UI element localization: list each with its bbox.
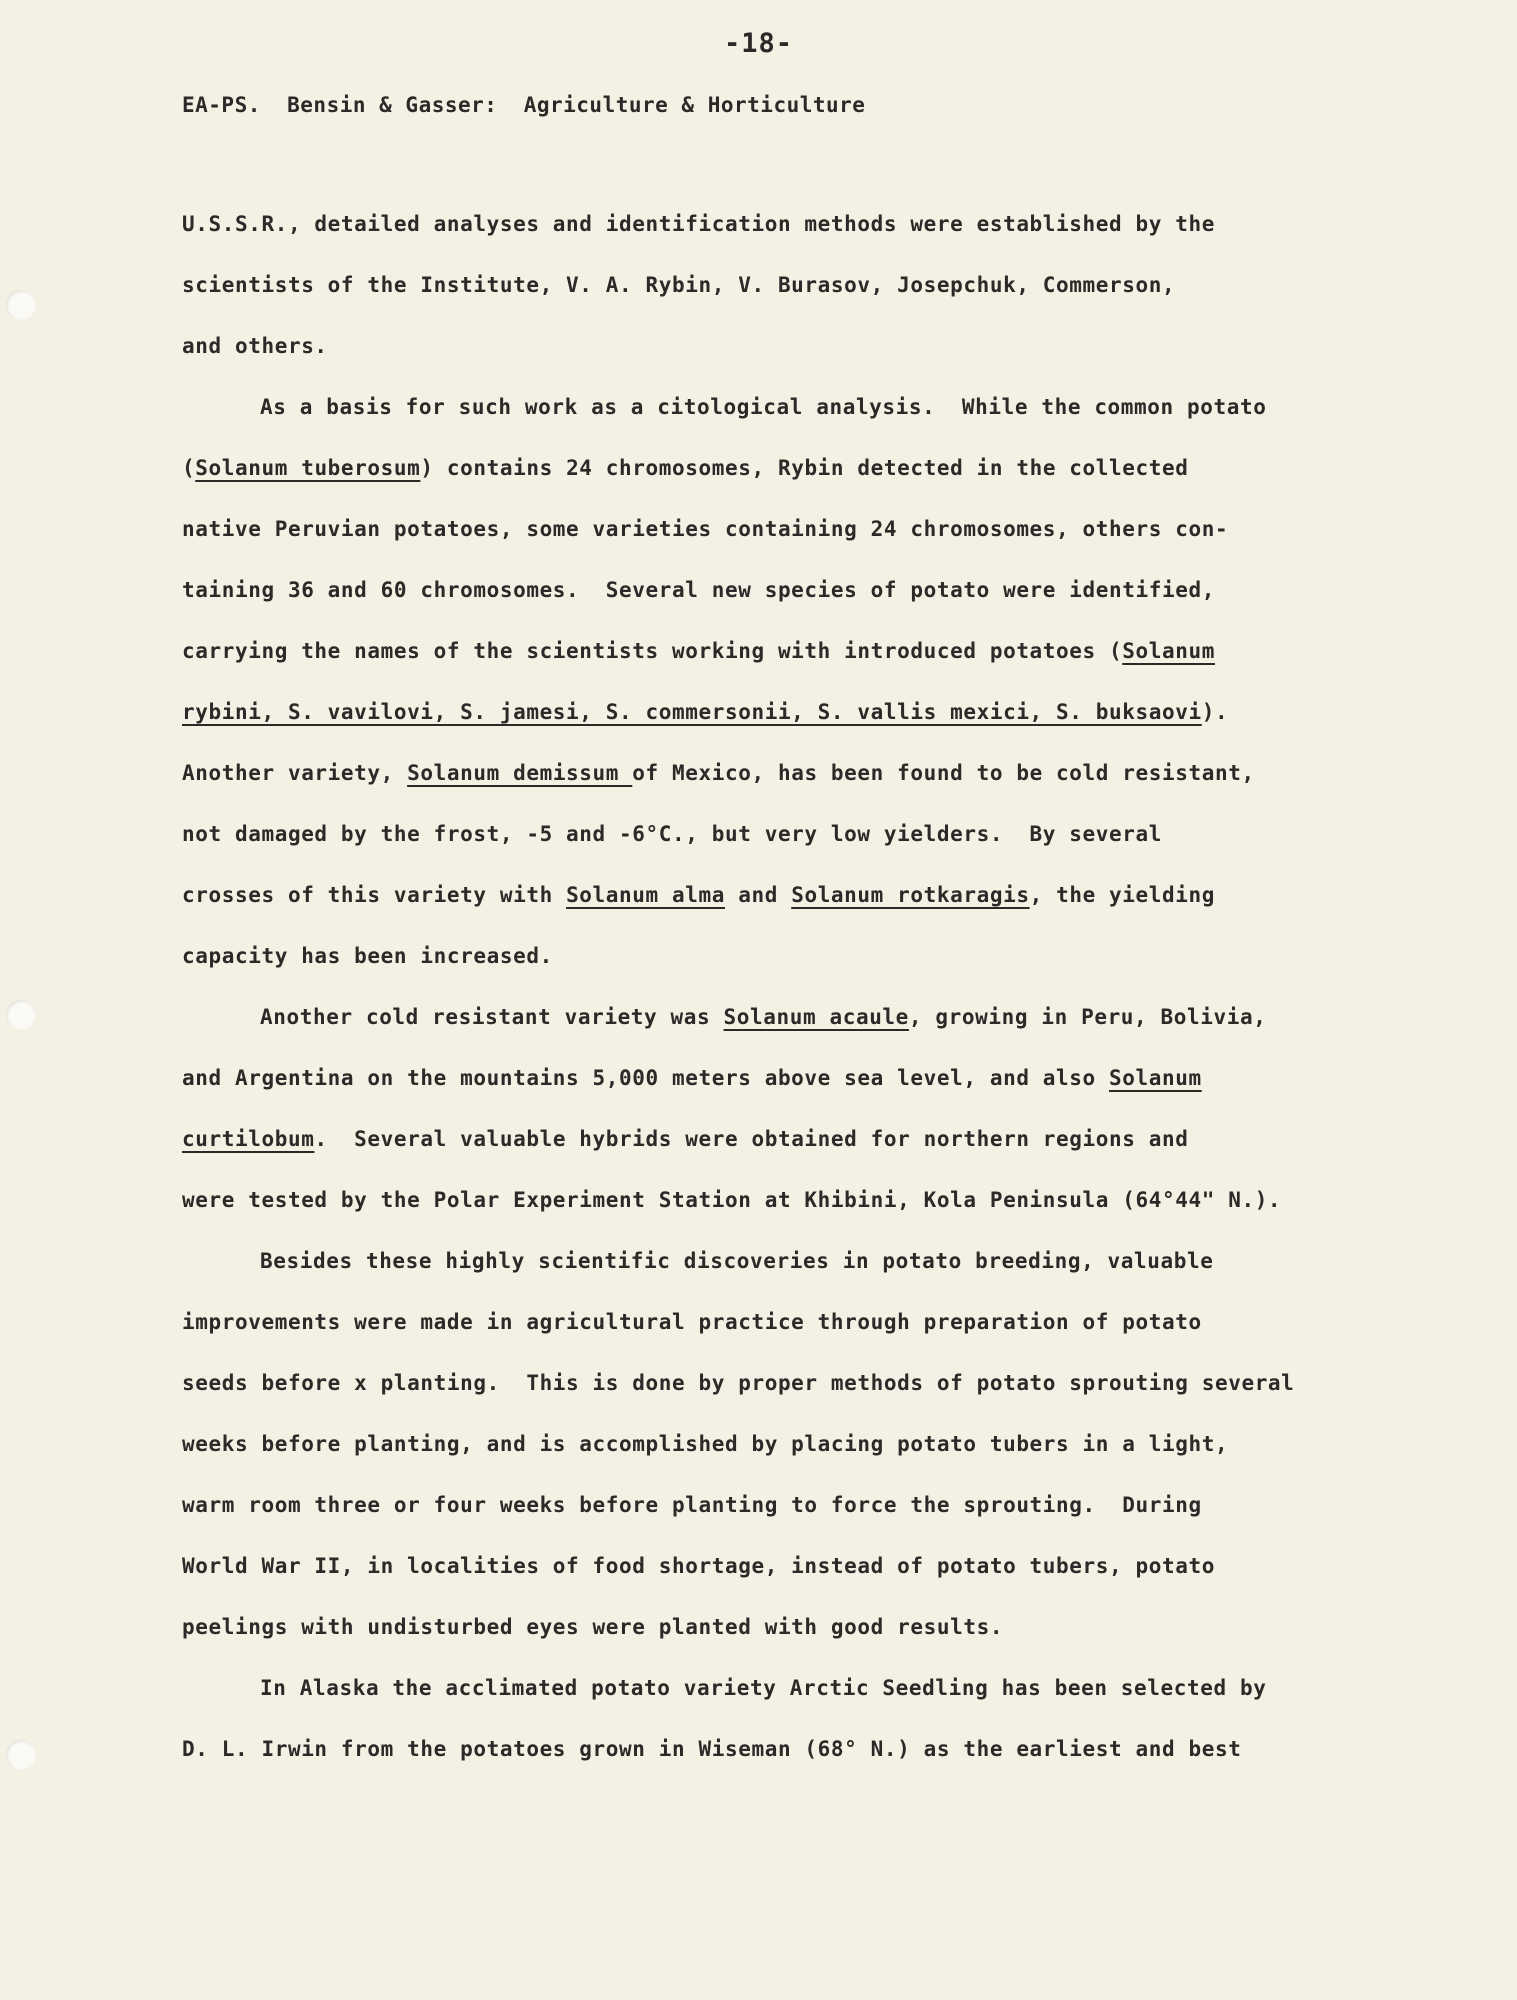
text-segment: crosses of this variety with [182, 883, 567, 907]
underlined-species-name: curtilobum [182, 1127, 315, 1151]
text-line [182, 389, 1482, 450]
punch-hole [6, 290, 36, 320]
text-segment: warm room three or four weeks before planting to force the sprouting. During [182, 1493, 1202, 1517]
text-line [182, 633, 1482, 694]
text-segment: ( [182, 456, 196, 480]
underlined-species-name: rybini, S. vavilovi, S. jamesi, S. commersonii, S. vallis mexici, S. buksaovi [182, 700, 1202, 724]
text-line [182, 1304, 1482, 1365]
text-line [182, 694, 1482, 755]
text-segment: not damaged by the frost, -5 and -6°C., but very low yielders. By several [182, 822, 1162, 846]
text-line [182, 755, 1482, 816]
text-segment: . Several valuable hybrids were obtained for northern regions and [314, 1127, 1189, 1151]
body-text [182, 206, 1482, 1792]
text-segment: scientists of the Institute, V. A. Rybin, V. Burasov, Josepchuk, Commerson, [182, 273, 1176, 297]
text-segment: and [724, 883, 792, 907]
text-line [182, 1670, 1482, 1731]
text-line [182, 1731, 1482, 1792]
text-line [182, 1121, 1482, 1182]
text-segment: native Peruvian potatoes, some varieties containing 24 chromosomes, others con- [182, 517, 1229, 541]
text-segment: As a basis for such work as a citological analysis. While the common potato [260, 395, 1267, 419]
text-segment: and Argentina on the mountains 5,000 meters above sea level, and also [182, 1066, 1110, 1090]
text-segment: capacity has been increased. [182, 944, 553, 968]
text-segment: seeds before x planting. This is done by proper methods of potato sprouting several [182, 1371, 1295, 1395]
underlined-species-name: Solanum demissum [407, 761, 633, 785]
text-segment: , the yielding [1029, 883, 1215, 907]
text-segment: peelings with undisturbed eyes were planted with good results. [182, 1615, 1004, 1639]
text-line [182, 816, 1482, 877]
text-line [182, 999, 1482, 1060]
text-segment: taining 36 and 60 chromosomes. Several new species of potato were identified, [182, 578, 1215, 602]
underlined-species-name: Solanum tuberosum [195, 456, 421, 480]
text-segment: carrying the names of the scientists working with introduced potatoes ( [182, 639, 1123, 663]
underlined-species-name: Solanum acaule [723, 1005, 909, 1029]
text-line [182, 1365, 1482, 1426]
text-segment: D. L. Irwin from the potatoes grown in Wiseman (68° N.) as the earliest and best [182, 1737, 1242, 1761]
text-segment: U.S.S.R., detailed analyses and identification methods were established by the [182, 212, 1215, 236]
text-line [182, 328, 1482, 389]
underlined-species-name: Solanum alma [566, 883, 725, 907]
text-line [182, 572, 1482, 633]
text-line [182, 511, 1482, 572]
text-line [182, 1060, 1482, 1121]
page-number: -18- [723, 28, 794, 59]
text-line [182, 877, 1482, 938]
punch-hole [6, 1740, 36, 1770]
text-line [182, 450, 1482, 511]
text-segment: of Mexico, has been found to be cold resistant, [632, 761, 1255, 785]
text-segment: Besides these highly scientific discoveries in potato breeding, valuable [260, 1249, 1214, 1273]
underlined-species-name: Solanum rotkaragis [791, 883, 1030, 907]
text-line [182, 267, 1482, 328]
text-segment: World War II, in localities of food shortage, instead of potato tubers, potato [182, 1554, 1215, 1578]
text-segment: were tested by the Polar Experiment Station at Khibini, Kola Peninsula (64°44" N.). [182, 1188, 1282, 1212]
text-segment: and others. [182, 334, 328, 358]
text-line [182, 1243, 1482, 1304]
text-segment: In Alaska the acclimated potato variety Arctic Seedling has been selected by [260, 1676, 1267, 1700]
text-segment: weeks before planting, and is accomplished by placing potato tubers in a light, [182, 1432, 1229, 1456]
text-segment: ) contains 24 chromosomes, Rybin detected in the collected [420, 456, 1189, 480]
text-segment: Another variety, [182, 761, 408, 785]
text-line [182, 206, 1482, 267]
running-head: EA-PS. Bensin & Gasser: Agriculture & Horticulture [182, 93, 866, 117]
text-segment: , growing in Peru, Bolivia, [908, 1005, 1267, 1029]
underlined-species-name: Solanum [1109, 1066, 1202, 1090]
text-segment: Another cold resistant variety was [260, 1005, 724, 1029]
text-line [182, 1548, 1482, 1609]
text-segment: ). [1201, 700, 1229, 724]
text-line [182, 1426, 1482, 1487]
underlined-species-name: Solanum [1122, 639, 1215, 663]
text-line [182, 1609, 1482, 1670]
punch-hole [6, 1000, 36, 1030]
text-line [182, 1487, 1482, 1548]
text-segment: improvements were made in agricultural practice through preparation of potato [182, 1310, 1202, 1334]
text-line [182, 1182, 1482, 1243]
text-line [182, 938, 1482, 999]
